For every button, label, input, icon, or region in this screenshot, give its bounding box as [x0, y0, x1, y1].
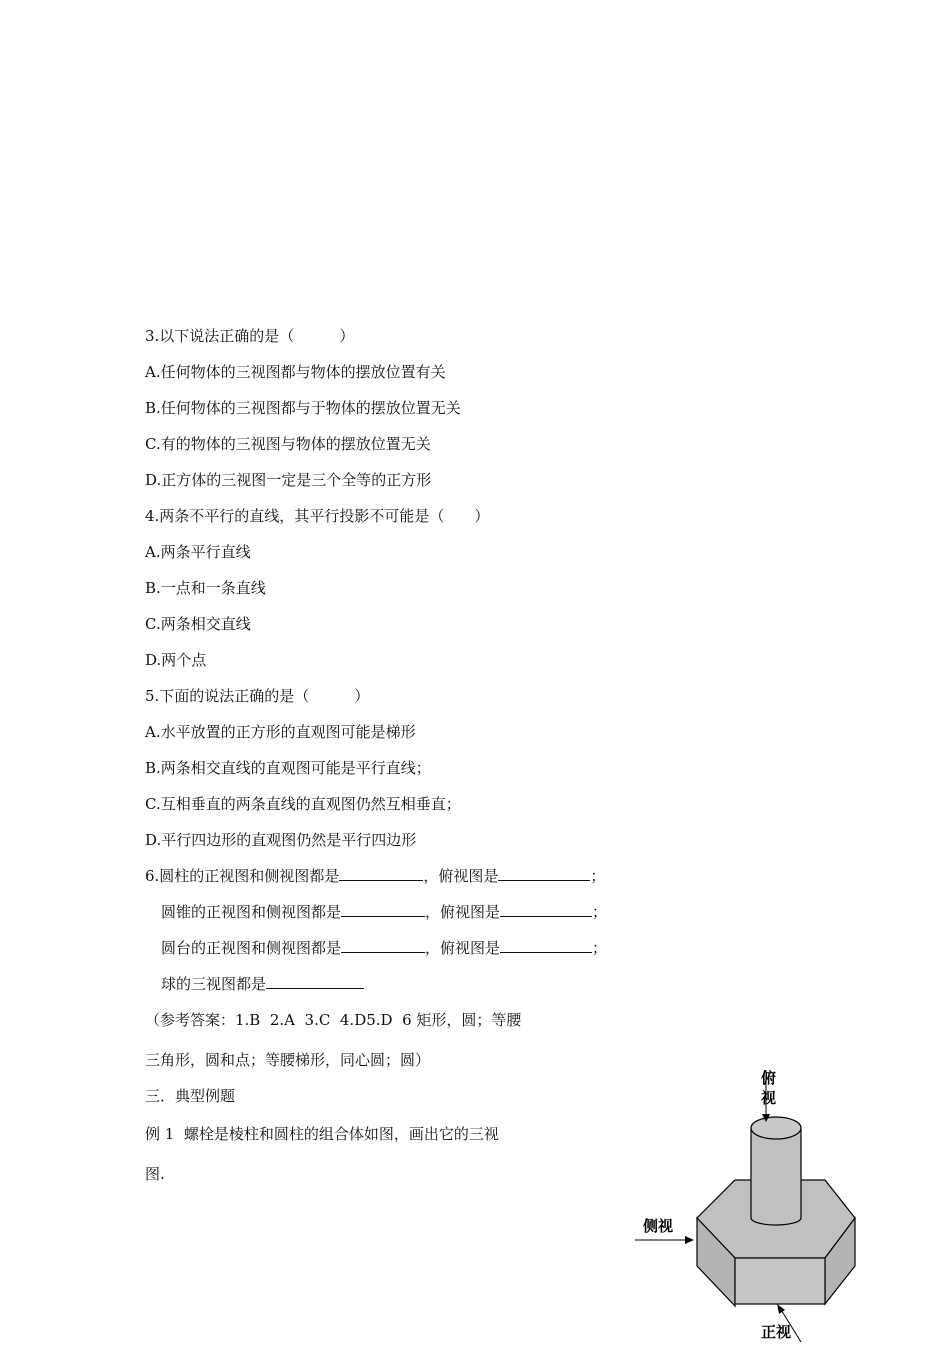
example-1-text: 例 1 螺栓是棱柱和圆柱的组合体如图，画出它的三视 [145, 1125, 499, 1143]
question-6-row1-end: ； [590, 867, 606, 885]
question-3-stem: 3.以下说法正确的是（ ） [145, 327, 355, 345]
question-6-row2-text: 圆锥的正视图和侧视图都是 [161, 903, 342, 921]
question-5-option-d: D.平行四边形的直观图仍然是平行四边形 [145, 831, 417, 849]
question-6-row2-end: ； [592, 903, 608, 921]
question-6-row1-text: 6.圆柱的正视图和侧视图都是 [145, 867, 340, 885]
question-6-row3-text: 圆台的正视图和侧视图都是 [161, 939, 342, 957]
example-1-text-cont: 图. [145, 1165, 165, 1183]
bolt-figure [625, 1060, 870, 1344]
answer-blank [500, 902, 592, 917]
label-side-view: 侧视 [643, 1217, 674, 1235]
question-4-option-d: D.两个点 [145, 651, 207, 669]
reference-answers-line-1: （参考答案：1.B 2.A 3.C 4.D5.D 6 矩形，圆；等腰 [145, 1011, 522, 1029]
cylinder-body [751, 1128, 801, 1225]
answer-blank [500, 938, 592, 953]
question-6-row-cone [161, 902, 607, 922]
question-6-row3-mid: ，俯视图是 [425, 939, 501, 957]
question-6-row4-text: 球的三视图都是 [161, 975, 267, 993]
answer-blank [266, 974, 364, 989]
question-5-stem: 5.下面的说法正确的是（ ） [145, 687, 370, 705]
answer-blank [341, 938, 425, 953]
answer-blank [341, 902, 425, 917]
question-4-option-c: C.两条相交直线 [145, 615, 251, 633]
question-6-row2-mid: ，俯视图是 [425, 903, 501, 921]
section-heading: 三．典型例题 [145, 1087, 236, 1105]
label-top-view-1: 俯 [761, 1069, 777, 1087]
side-view-arrowhead [685, 1236, 694, 1244]
front-view-arrowhead [777, 1304, 785, 1314]
label-top-view-2: 视 [761, 1089, 777, 1107]
bolt-drawing [625, 1060, 870, 1344]
question-4-option-b: B.一点和一条直线 [145, 579, 266, 597]
question-3-option-a: A.任何物体的三视图都与物体的摆放位置有关 [145, 363, 446, 381]
question-5-option-a: A.水平放置的正方形的直观图可能是梯形 [145, 723, 416, 741]
question-6-row-cylinder [145, 866, 605, 886]
question-6-row-sphere [161, 974, 364, 994]
question-6-row-frustum [161, 938, 607, 958]
question-3-option-b: B.任何物体的三视图都与于物体的摆放位置无关 [145, 399, 461, 417]
question-5-option-c: C.互相垂直的两条直线的直观图仍然互相垂直； [145, 795, 461, 813]
question-3-option-c: C.有的物体的三视图与物体的摆放位置无关 [145, 435, 431, 453]
question-4-option-a: A.两条平行直线 [145, 543, 251, 561]
question-3-option-d: D.正方体的三视图一定是三个全等的正方形 [145, 471, 432, 489]
question-6-row1-mid: ，俯视图是 [423, 867, 499, 885]
reference-answers-line-2: 三角形，圆和点；等腰梯形，同心圆；圆） [145, 1051, 431, 1069]
question-5-option-b: B.两条相交直线的直观图可能是平行直线； [145, 759, 431, 777]
answer-blank [339, 866, 423, 881]
question-6-row3-end: ； [592, 939, 608, 957]
question-4-stem: 4.两条不平行的直线，其平行投影不可能是（ ） [145, 507, 490, 525]
cylinder-top [751, 1117, 801, 1139]
label-front-view: 正视 [761, 1323, 792, 1341]
prism-front-face [735, 1258, 825, 1304]
answer-blank [498, 866, 590, 881]
